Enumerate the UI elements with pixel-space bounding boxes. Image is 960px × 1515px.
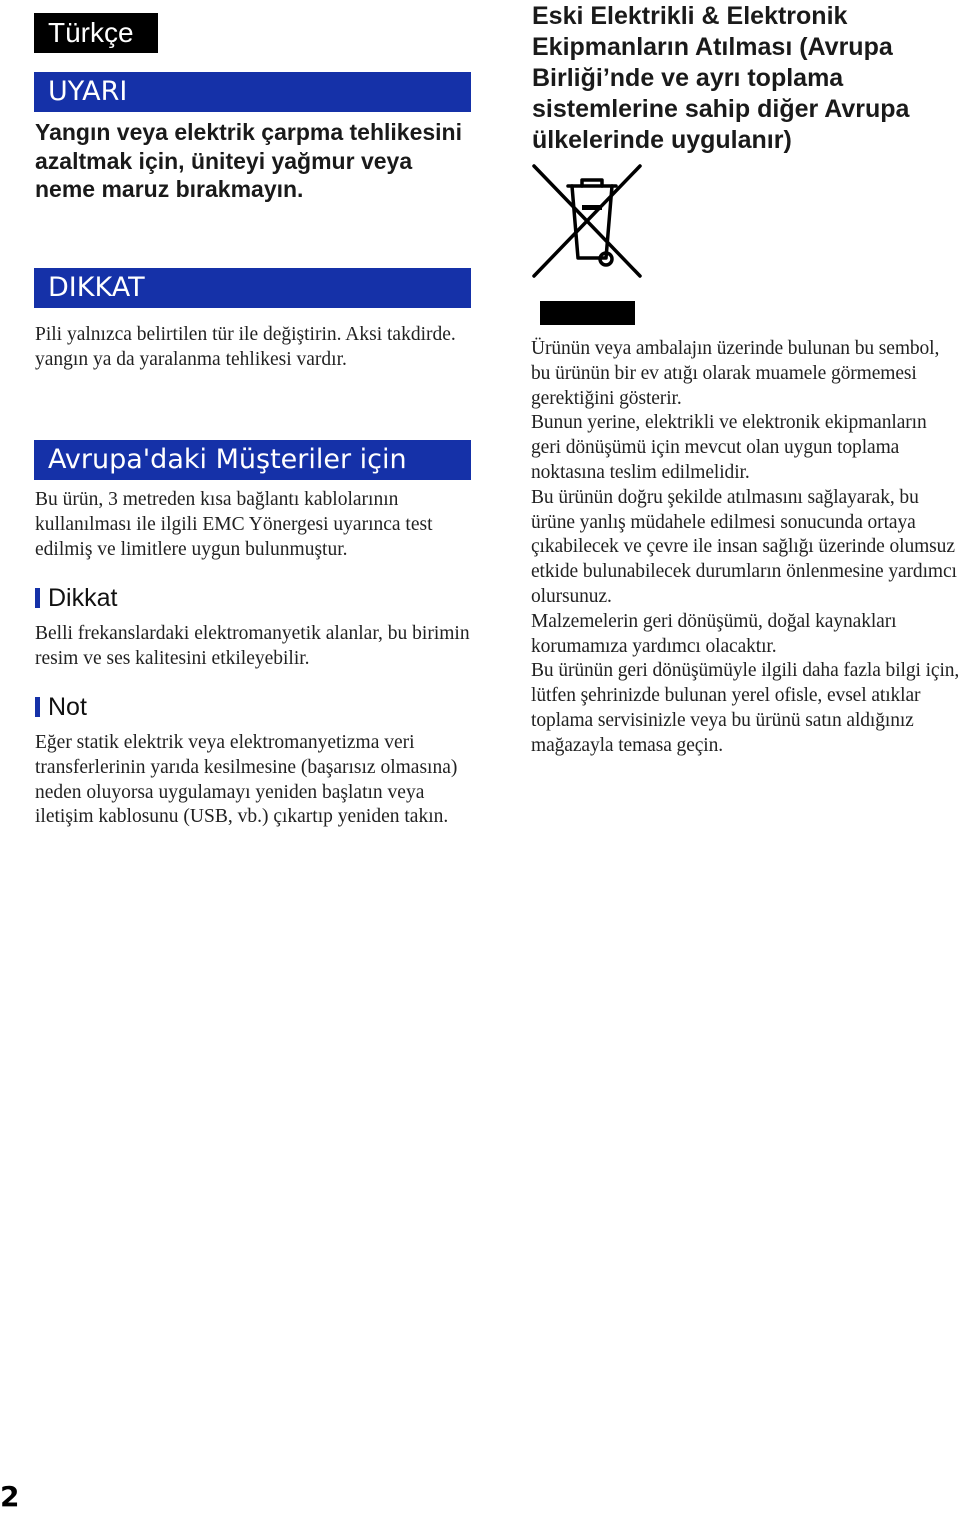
disposal-paragraph: Malzemelerin geri dönüşümü, doğal kaynakları korumamıza yardımcı olacaktır. (531, 610, 897, 657)
separator-bar (540, 301, 635, 325)
uyari-text: Yangın veya elektrik çarpma tehlikesini azaltmak için, üniteyi yağmur veya neme maruz bırakmayın. (35, 119, 462, 202)
disposal-paragraph: Bu ürünün geri dönüşümüyle ilgili daha fazla bilgi için, lütfen şehrinizde bulunan yerel ofisle, evsel atıklar toplama servisinizle veya bu ürünü satın aldığınız mağazayla temasa geçin. (531, 660, 960, 756)
dikkat-note-text: Belli frekanslardaki elektromanyetik alanlar, bu birimin resim ve ses kalitesini etkileyebilir. (35, 623, 470, 669)
customers-text: Bu ürün, 3 metreden kısa bağlantı kablolarının kullanılması ile ilgili EMC Yönergesi uyarınca test edilmiş ve limitlere uygun bulunmuştur. (35, 489, 433, 560)
not-subheading-label: Not (48, 693, 87, 721)
customers-heading: Avrupa'daki Müşteriler için (34, 440, 471, 480)
disposal-body (531, 337, 960, 759)
not-subheading (35, 694, 87, 720)
dikkat-text: Pili yalnızca belirtilen tür ile değiştirin. Aksi takdirde. yangın ya da yaralanma tehlikesi vardır. (35, 324, 456, 370)
dikkat-subheading-label: Dikkat (48, 584, 118, 612)
dikkat-heading: DIKKAT (34, 268, 471, 308)
crossed-out-wheelie-bin-icon (530, 162, 645, 282)
disposal-paragraph: Bu ürünün doğru şekilde atılmasını sağlayarak, bu ürüne yanlış müdahele edilmesi sonucunda ortaya çıkabilecek ve çevre ile insan sağlığı üzerinde olumsuz etkide bulunabilecek durumların önlenmesine yardımcı olursunuz. (531, 486, 957, 607)
not-note-text: Eğer statik elektrik veya elektromanyetizma veri transferlerinin yarıda kesilmesine (başarısız olmasına) neden oluyorsa uygulamayı yeniden başlatın veya iletişim kablosunu (USB, vb.) çıkartıp yeniden takın. (35, 732, 458, 828)
dikkat-subheading (35, 585, 117, 611)
disposal-paragraph: Ürünün veya ambalajın üzerinde bulunan bu sembol, bu ürünün bir ev atığı olarak muamele görmemesi gerektiğini gösterir. (531, 338, 940, 409)
uyari-heading: UYARI (34, 72, 471, 112)
disposal-paragraph: Bunun yerine, elektrikli ve elektronik ekipmanların geri dönüşümü için mevcut olan uygun toplama noktasına teslim edilmelidir. (531, 412, 927, 483)
page-number: 2 (0, 1480, 20, 1513)
subheading-marker (35, 588, 40, 608)
language-tab: Türkçe (34, 13, 158, 53)
disposal-heading: Eski Elektrikli & Elektronik Ekipmanların Atılması (Avrupa Birliği’nde ve ayrı toplama sistemlerine sahip diğer Avrupa ülkelerinde uygulanır) (532, 2, 910, 154)
subheading-marker (35, 697, 40, 717)
